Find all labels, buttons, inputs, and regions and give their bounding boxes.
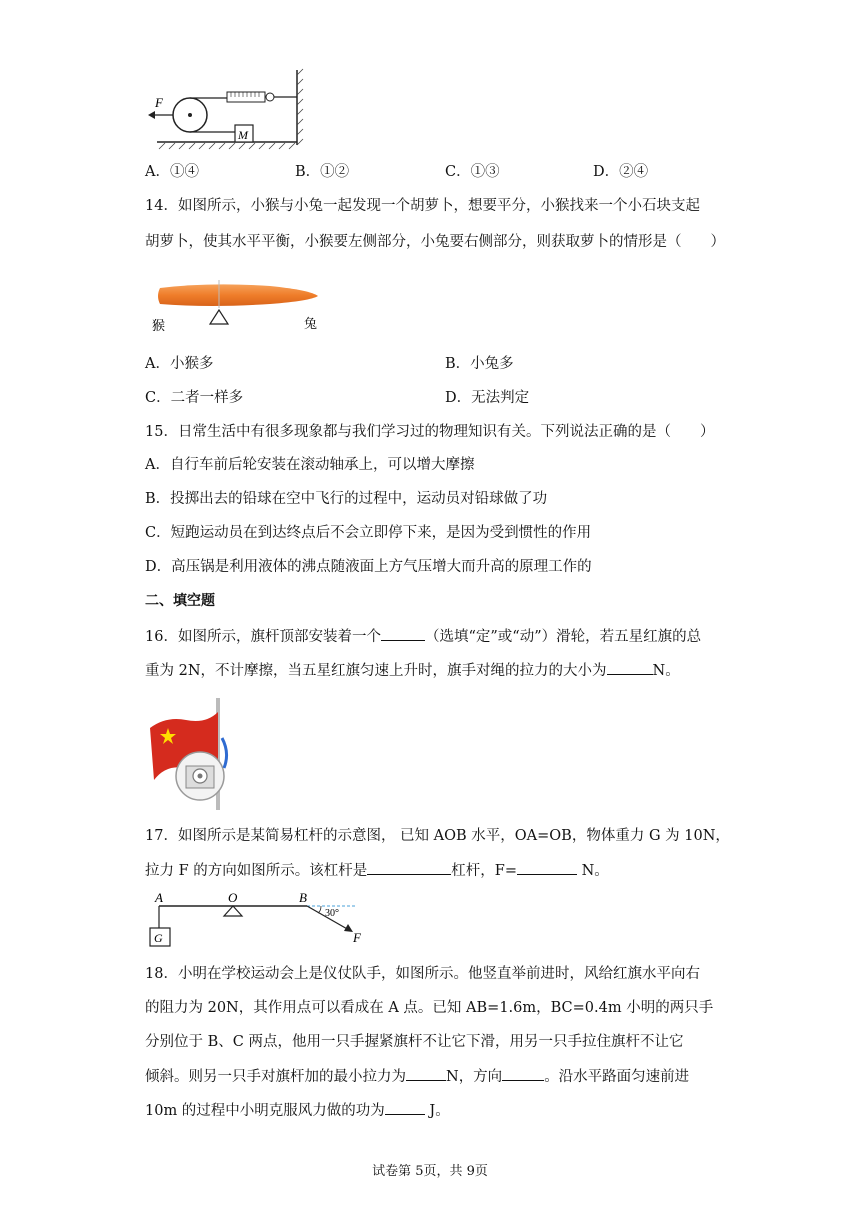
lever-label-o: O xyxy=(228,890,238,905)
q17-text-line2 xyxy=(145,860,609,881)
lever-angle-label: 30° xyxy=(325,908,339,919)
mass-label: M xyxy=(238,128,248,142)
flag-pulley-figure xyxy=(146,698,236,810)
q18-blank-2[interactable] xyxy=(502,1066,544,1081)
q18-text-line4a: 倾斜。则另一只手对旗杆加的最小拉力为 xyxy=(145,1069,406,1085)
page-footer: 试卷第 5页，共 9页 xyxy=(372,1164,488,1179)
q14-text-line1: 14．如图所示，小猴与小兔一起发现一个胡萝卜，想要平分，小猴找来一个小石块支起 xyxy=(145,198,700,214)
q17-text-line2c: N。 xyxy=(577,863,609,879)
q15-option-a[interactable]: A．自行车前后轮安装在滚动轴承上，可以增大摩擦 xyxy=(145,457,475,473)
q15-text-line1: 15．日常生活中有很多现象都与我们学习过的物理知识有关。下列说法正确的是（ ） xyxy=(145,424,715,440)
q18-text-line3: 分别位于 B、C 两点，他用一只手握紧旗杆不让它下滑，用另一只手拉住旗杆不让它 xyxy=(145,1034,684,1050)
q16-text-line2b: N。 xyxy=(652,663,680,679)
q18-text-line5 xyxy=(145,1100,450,1121)
q17-text-line2b: 杠杆，F= xyxy=(451,863,517,879)
q15-option-d[interactable]: D．高压锅是利用液体的沸点随液面上方气压增大而升高的原理工作的 xyxy=(145,559,592,575)
q14-option-a[interactable]: A．小猴多 xyxy=(145,356,214,372)
q16-text-line2a: 重为 2N，不计摩擦，当五星红旗匀速上升时，旗手对绳的拉力的大小为 xyxy=(145,663,607,679)
q18-text-line5b: J。 xyxy=(424,1103,450,1119)
lever-label-b: B xyxy=(299,890,307,905)
lever-label-f: F xyxy=(353,930,361,945)
q16-blank-1[interactable] xyxy=(381,626,425,641)
q18-text-line5a: 10m 的过程中小明克服风力做的功为 xyxy=(145,1103,385,1119)
q16-text-line1a: 16．如图所示，旗杆顶部安装着一个 xyxy=(145,629,381,645)
q16-blank-2[interactable] xyxy=(607,660,653,675)
q14-option-d[interactable]: D．无法判定 xyxy=(445,390,530,406)
q15-option-b[interactable]: B．投掷出去的铅球在空中飞行的过程中，运动员对铅球做了功 xyxy=(145,491,548,507)
q13-option-d[interactable]: D．②④ xyxy=(593,164,649,180)
q14-text-line2: 胡萝卜，使其水平平衡，小猴要左侧部分，小兔要右侧部分，则获取萝卜的情形是（ ） xyxy=(145,234,725,250)
q13-option-b[interactable]: B．①② xyxy=(295,164,350,180)
q17-blank-1[interactable] xyxy=(367,860,451,875)
force-label: F xyxy=(155,95,163,110)
q13-option-c[interactable]: C．①③ xyxy=(445,164,500,180)
q18-text-line4 xyxy=(145,1066,689,1087)
monkey-label: 猴 xyxy=(152,318,166,333)
q17-text-line1: 17．如图所示是某简易杠杆的示意图， 已知 AOB 水平，OA=OB，物体重力 G 为 10N， xyxy=(145,828,730,844)
q18-text-line1: 18．小明在学校运动会上是仪仗队手，如图所示。他竖直举前进时，风给红旗水平向右 xyxy=(145,966,700,982)
lever-label-a: A xyxy=(155,890,163,905)
lever-label-g: G xyxy=(154,931,163,945)
q18-text-line4b: N，方向 xyxy=(446,1069,503,1085)
q16-text-line1b: （选填“定”或“动”）滑轮，若五星红旗的总 xyxy=(424,629,702,645)
q17-blank-2[interactable] xyxy=(517,860,577,875)
q18-blank-3[interactable] xyxy=(385,1100,425,1115)
q18-text-line2: 的阻力为 20N，其作用点可以看成在 A 点。已知 AB=1.6m，BC=0.4m 小明的两只手 xyxy=(145,1000,714,1016)
q15-option-c[interactable]: C．短跑运动员在到达终点后不会立即停下来，是因为受到惯性的作用 xyxy=(145,525,592,541)
lever-figure xyxy=(145,888,375,950)
q16-text-line1 xyxy=(145,626,701,647)
q17-text-line2a: 拉力 F 的方向如图所示。该杠杆是 xyxy=(145,863,368,879)
pulley-figure xyxy=(145,65,315,155)
q14-option-c[interactable]: C．二者一样多 xyxy=(145,390,244,406)
q14-option-b[interactable]: B．小兔多 xyxy=(445,356,514,372)
rabbit-label: 兔 xyxy=(304,316,318,331)
q13-option-a[interactable]: A．①④ xyxy=(145,164,199,180)
q18-text-line4c: 。沿水平路面匀速前进 xyxy=(544,1069,690,1085)
carrot-figure xyxy=(150,274,340,336)
q18-blank-1[interactable] xyxy=(406,1066,446,1081)
section-heading-fill-in: 二、填空题 xyxy=(145,593,215,609)
q16-text-line2 xyxy=(145,660,680,681)
